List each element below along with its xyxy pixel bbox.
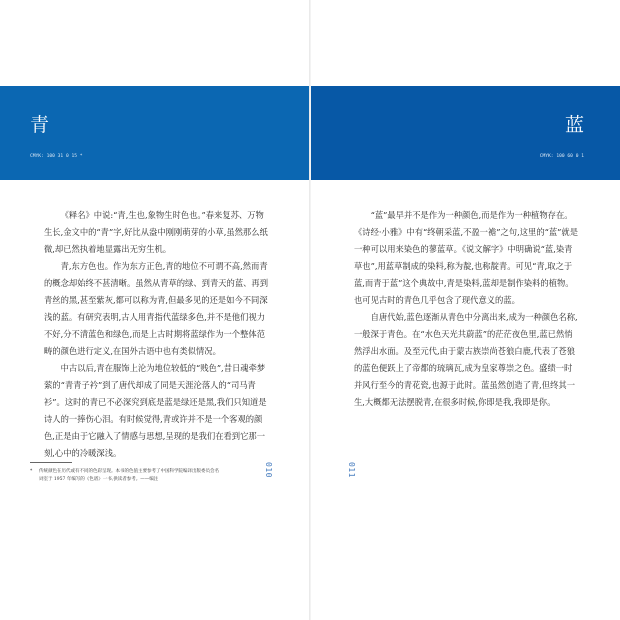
page-number: 010 [264,462,273,478]
paragraph: 自唐代始,蓝色逐渐从青色中分离出来,成为一种颜色名称,一般深于青色。在“水色天光共蔚蓝”的茫茫夜色里,蓝已然悄然浮出水面。及至元代,由于蒙古族崇尚苍狼白鹿,代表了苍狼的蓝色便跃上了帝都的琉璃瓦,成为皇家尊崇之色。盛绩一时并风行至今的青花瓷,也源于此时。蓝虽然创造了青,但终其一生,大概都无法摆脱青,在很多时候,你即是我,我即是你。 [354,312,578,407]
body-text [44,207,272,462]
color-band-lan [310,86,620,180]
footnote-rule [30,462,72,463]
paragraph: “蓝”最早并不是作为一种颜色,而是作为一种植物存在。《诗经·小雅》中有“终朝采蓝,不盈一襜”之句,这里的“蓝”就是一种可以用来染色的蓼蓝草。《说文解字》中明确说“蓝,染青草也”,用蓝草制成的染料,称为靛,也称靛青。可见“青,取之于蓝,而青于蓝”这个典故中,青是染料,蓝却是制作染料的植物。也可见古时的青色几乎包含了现代意义的蓝。 [354,210,579,305]
footnote [30,468,220,483]
cmyk-value: CMYK: 100 31 0 15 * [30,154,83,159]
footnote-text: 传统颜色在历代或有不同的色彩呈现。本书的色值主要参考了中国科学院编译出版委员会名词室于 1957 年编写的《色谱》一书,供读者参考。——编注 [39,469,219,482]
paragraph: 青,东方色也。作为东方正色,青的地位不可谓不高,然而青的概念却始终不甚清晰。虽然从青草的绿、到青天的蓝、再到青丝的黑,甚至紫灰,都可以称为青,但最多见的还是如今不同深浅的蓝。有研究表明,古人用青指代蓝绿多色,并不是他们视力不好,分不清蓝色和绿色,而是上古时期将蓝绿作为一个整体范畴的颜色进行定义,在国外古语中也有类似情况。 [44,261,269,356]
color-title: 蓝 [564,114,584,136]
right-page [310,0,620,620]
body-text [354,207,580,411]
spine-gutter [309,0,311,620]
cmyk-value: CMYK: 100 60 0 1 [539,154,584,159]
paragraph: 《释名》中说:“青,生也,象物生时色也。”春来复苏、万物生长,金文中的“青”字,好比从盎中刚刚萌芽的小草,虽然那么纸微,却已然执着地显露出无穷生机。 [44,210,268,254]
paragraph: 中古以后,青在服饰上沦为地位较低的“贱色”,昔日魂牵梦萦的“青青子衿”到了唐代却成了同是天涯沦落人的“司马青衫”。这时的青已不必深究到底是蓝是绿还是黑,我们只知道是诗人的一捧伤心泪。有时候觉得,青或许并不是一个客观的颜色,正是由于它融入了情感与思想,呈现的是我们在看到它那一刻,心中的冷暖深浅。 [44,363,267,458]
color-title: 青 [30,114,50,136]
footnote-mark: * [30,469,33,474]
color-band-qing [0,86,310,180]
page-number: 011 [347,462,356,478]
